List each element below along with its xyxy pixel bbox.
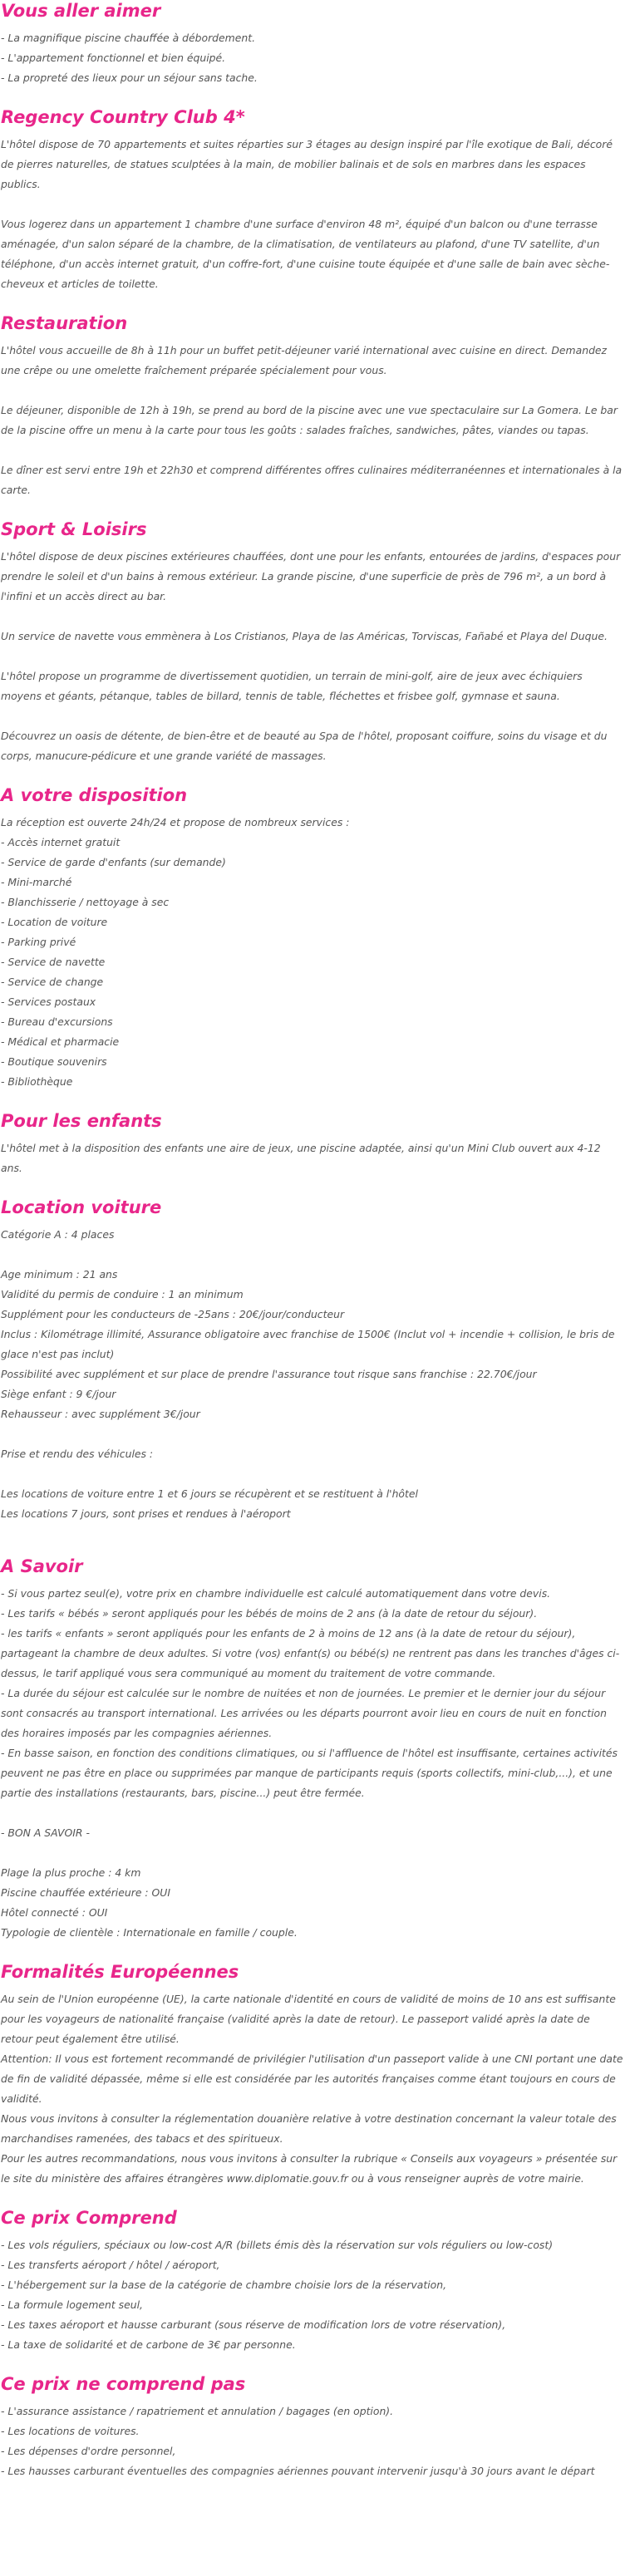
section-body (1, 1225, 624, 1544)
text-line: - Service de navette (1, 956, 106, 968)
text-line: - Si vous partez seul(e), votre prix en chambre individuelle est calculé automatiquement dans votre devis. (1, 1587, 551, 1600)
section-body (1, 813, 624, 1092)
blank-line (1, 1803, 624, 1823)
blank-line (1, 381, 624, 401)
text-line: - Service de change (1, 976, 104, 988)
text-line: - L'assurance assistance / rapatriement et annulation / bagages (en option). (1, 2405, 394, 2417)
section-body (1, 2235, 624, 2355)
text-line: - L'appartement fonctionnel et bien équipé. (1, 52, 226, 64)
section-title: Ce prix Comprend (1, 2208, 177, 2228)
text-line: Prise et rendu des véhicules : (1, 1448, 154, 1460)
text-line: L'hôtel propose un programme de divertissement quotidien, un terrain de mini-golf, aire de jeux avec échiquiers moyens et géants, pétanque, tables de billard, tennis de table, fléchettes et frisbee golf, gymnase et sauna. (1, 670, 583, 702)
text-line: - Les hausses carburant éventuelles des compagnies aériennes pouvant intervenir jusqu'à 30 jours avant le départ (1, 2465, 595, 2477)
text-line: - Bureau d'excursions (1, 1015, 113, 1028)
text-line: Les locations de voiture entre 1 et 6 jours se récupèrent et se restituent à l'hôtel (1, 1487, 418, 1500)
text-line: - La durée du séjour est calculée sur le nombre de nuitées et non de journées. Le premier et le dernier jour du séjour sont consacrés au transport international. Les arrivées ou les départs pourront avoir lieu en cours de nuit en fonction des horaires imposés par les compagnies aériennes. (1, 1687, 607, 1739)
blank-line (1, 607, 624, 627)
content-section (1, 1556, 624, 1943)
text-line: Au sein de l'Union européenne (UE), la carte nationale d'identité en cours de validité de moins de 10 ans est suffisante pour les voyageurs de nationalité française (validité après la date de retour). Le passeport validé après la date de retour peut également être utilisé. (1, 1993, 616, 2045)
section-body (1, 1989, 624, 2189)
text-line: Validité du permis de conduire : 1 an minimum (1, 1288, 244, 1300)
text-line: - La formule logement seul, (1, 2298, 143, 2311)
section-body (1, 547, 624, 766)
section-body (1, 1138, 624, 1178)
text-line: - Les taxes aéroport et hausse carburant (sous réserve de modification lors de votre réservation), (1, 2318, 506, 2331)
text-line: L'hôtel dispose de deux piscines extérieures chauffées, dont une pour les enfants, entourées de jardins, d'espaces pour prendre le soleil et d'un bains à remous extérieur. La grande piscine, d'une superficie de près de 796 m², a un bord à l'infini et un accès direct au bar. (1, 550, 621, 602)
text-line: - Les locations de voitures. (1, 2425, 140, 2437)
section-title: Sport & Loisirs (1, 519, 147, 539)
section-body (1, 135, 624, 294)
text-line: - Mini-marché (1, 876, 72, 888)
content-section (1, 519, 624, 766)
text-line: - Blanchisserie / nettoyage à sec (1, 896, 170, 908)
content-section (1, 0, 624, 88)
text-line: Un service de navette vous emmènera à Los Cristianos, Playa de las Américas, Torviscas, Fañabé et Playa del Duque. (1, 630, 608, 642)
text-line: Age minimum : 21 ans (1, 1268, 118, 1281)
text-line: - Les transferts aéroport / hôtel / aéroport, (1, 2259, 220, 2271)
text-line: Pour les autres recommandations, nous vous invitons à consulter la rubrique « Conseils aux voyageurs » présentée sur le site du ministère des affaires étrangères www.diplomatie.gouv.fr ou à vous renseigner auprès de votre mairie. (1, 2152, 618, 2185)
section-title: Regency Country Club 4* (1, 107, 245, 127)
text-line: Vous logerez dans un appartement 1 chambre d'une surface d'environ 48 m², équipé d'un balcon ou d'une terrasse aménagée, d'un salon séparé de la chambre, de la climatisation, de ventilateurs au plafond, d'une TV satellite, d'un téléphone, d'un accès internet gratuit, d'un coffre-fort, d'une cuisine toute équipée et d'une salle de bain avec sèche-cheveux et articles de toilette. (1, 218, 610, 290)
text-line: - Bibliothèque (1, 1075, 73, 1088)
text-line: - Boutique souvenirs (1, 1055, 107, 1068)
text-line: - Location de voiture (1, 916, 108, 928)
blank-line (1, 1524, 624, 1544)
text-line: Inclus : Kilométrage illimité, Assurance obligatoire avec franchise de 1500€ (Inclut vol + incendie + collision, le bris de glace n'est pas inclut) (1, 1328, 615, 1360)
text-line: L'hôtel met à la disposition des enfants une aire de jeux, une piscine adaptée, ainsi qu'un Mini Club ouvert aux 4-12 ans. (1, 1142, 601, 1174)
section-title: A votre disposition (1, 785, 188, 805)
section-title: Location voiture (1, 1197, 162, 1217)
text-line: - Les vols réguliers, spéciaux ou low-cost A/R (billets émis dès la réservation sur vols réguliers ou low-cost) (1, 2239, 554, 2251)
blank-line (1, 646, 624, 666)
content-section (1, 2373, 624, 2481)
text-line: - Médical et pharmacie (1, 1035, 120, 1048)
text-line: Hôtel connecté : OUI (1, 1906, 108, 1919)
text-line: - La propreté des lieux pour un séjour sans tache. (1, 71, 258, 84)
text-line: L'hôtel dispose de 70 appartements et suites réparties sur 3 étages au design inspiré par l'île exotique de Bali, décoré de pierres naturelles, de statues sculptées à la main, de mobilier balinais et de sols en marbres dans les espaces publics. (1, 138, 613, 190)
text-line: - Les dépenses d'ordre personnel, (1, 2445, 176, 2457)
section-title: Ce prix ne comprend pas (1, 2374, 246, 2394)
text-line: L'hôtel vous accueille de 8h à 11h pour un buffet petit-déjeuner varié international avec cuisine en direct. Demandez une crêpe ou une omelette fraîchement préparée spécialement pour vous. (1, 344, 608, 376)
content-section (1, 1961, 624, 2189)
text-line: - En basse saison, en fonction des conditions climatiques, ou si l'affluence de l'hôtel est insuffisante, certaines activités peuvent ne pas être en place ou supprimées par manque de participants requis (sports collectifs, mini-club,...), et une partie des installations (restaurants, bars, piscine...) peut être fermée. (1, 1747, 618, 1799)
content-section (1, 784, 624, 1092)
section-title: Restauration (1, 313, 128, 333)
blank-line (1, 1464, 624, 1484)
text-line: - Accès internet gratuit (1, 836, 121, 848)
text-line: Plage la plus proche : 4 km (1, 1866, 141, 1879)
blank-line (1, 1424, 624, 1444)
text-line: Le dîner est servi entre 19h et 22h30 et comprend différentes offres culinaires méditerranéennes et internationales à la carte. (1, 464, 623, 496)
section-body (1, 2401, 624, 2481)
section-body (1, 1584, 624, 1943)
text-line: - L'hébergement sur la base de la catégorie de chambre choisie lors de la réservation, (1, 2279, 447, 2291)
text-line: Catégorie A : 4 places (1, 1228, 115, 1241)
blank-line (1, 1245, 624, 1265)
content-section (1, 106, 624, 294)
text-line: Siège enfant : 9 €/jour (1, 1388, 116, 1400)
section-title: Pour les enfants (1, 1111, 162, 1131)
text-line: Piscine chauffée extérieure : OUI (1, 1886, 170, 1899)
section-title: Vous aller aimer (1, 1, 161, 21)
content-section (1, 1110, 624, 1178)
section-title: Formalités Européennes (1, 1962, 239, 1982)
content-section (1, 2207, 624, 2355)
text-line: Possibilité avec supplément et sur place de prendre l'assurance tout risque sans franchise : 22.70€/jour (1, 1368, 537, 1380)
section-title: A Savoir (1, 1556, 83, 1576)
blank-line (1, 440, 624, 460)
text-line: Les locations 7 jours, sont prises et rendues à l'aéroport (1, 1507, 291, 1520)
text-line: Découvrez un oasis de détente, de bien-être et de beauté au Spa de l'hôtel, proposant coiffure, soins du visage et du corps, manucure-pédicure et une grande variété de massages. (1, 730, 608, 762)
content-section (1, 1197, 624, 1544)
text-line: - Service de garde d'enfants (sur demande) (1, 856, 226, 868)
content-section (1, 312, 624, 500)
blank-line (1, 1843, 624, 1863)
text-line: Attention: Il vous est fortement recommandé de privilégier l'utilisation d'un passeport valide à une CNI portant une date de fin de validité dépassée, même si elle est considérée par les autorités françaises comme étant toujours en cours de validité. (1, 2052, 623, 2105)
text-line: La réception est ouverte 24h/24 et propose de nombreux services : (1, 816, 350, 828)
text-line: Typologie de clientèle : Internationale en famille / couple. (1, 1926, 298, 1939)
text-line: - Parking privé (1, 936, 76, 948)
text-line: Nous vous invitons à consulter la réglementation douanière relative à votre destination concernant la valeur totale des marchandises ramenées, des tabacs et des spiritueux. (1, 2112, 617, 2145)
blank-line (1, 194, 624, 214)
text-line: - Services postaux (1, 995, 96, 1008)
text-line: - Les tarifs « bébés » seront appliqués pour les bébés de moins de 2 ans (à la date de retour du séjour). (1, 1607, 538, 1620)
text-line: Rehausseur : avec supplément 3€/jour (1, 1408, 200, 1420)
text-line: Supplément pour les conducteurs de -25ans : 20€/jour/conducteur (1, 1308, 345, 1320)
section-body (1, 341, 624, 500)
section-body (1, 28, 624, 88)
text-line: Le déjeuner, disponible de 12h à 19h, se prend au bord de la piscine avec une vue spectaculaire sur La Gomera. Le bar de la piscine offre un menu à la carte pour tous les goûts : salades fraîches, sandwiches, pâtes, viandes ou tapas. (1, 404, 618, 436)
text-line: - BON A SAVOIR - (1, 1826, 90, 1839)
text-line: - La taxe de solidarité et de carbone de 3€ par personne. (1, 2338, 296, 2351)
text-line: - La magnifique piscine chauffée à débordement. (1, 32, 256, 44)
blank-line (1, 706, 624, 726)
text-line: - les tarifs « enfants » seront appliqués pour les enfants de 2 à moins de 12 ans (à la date de retour du séjour), partageant la chambre de deux adultes. Si votre (vos) enfant(s) ou bébé(s) ne rentrent pas dans les tranches d'âges ci-dessus, le tarif appliqué vous sera communiqué au moment du traitement de votre commande. (1, 1627, 620, 1679)
